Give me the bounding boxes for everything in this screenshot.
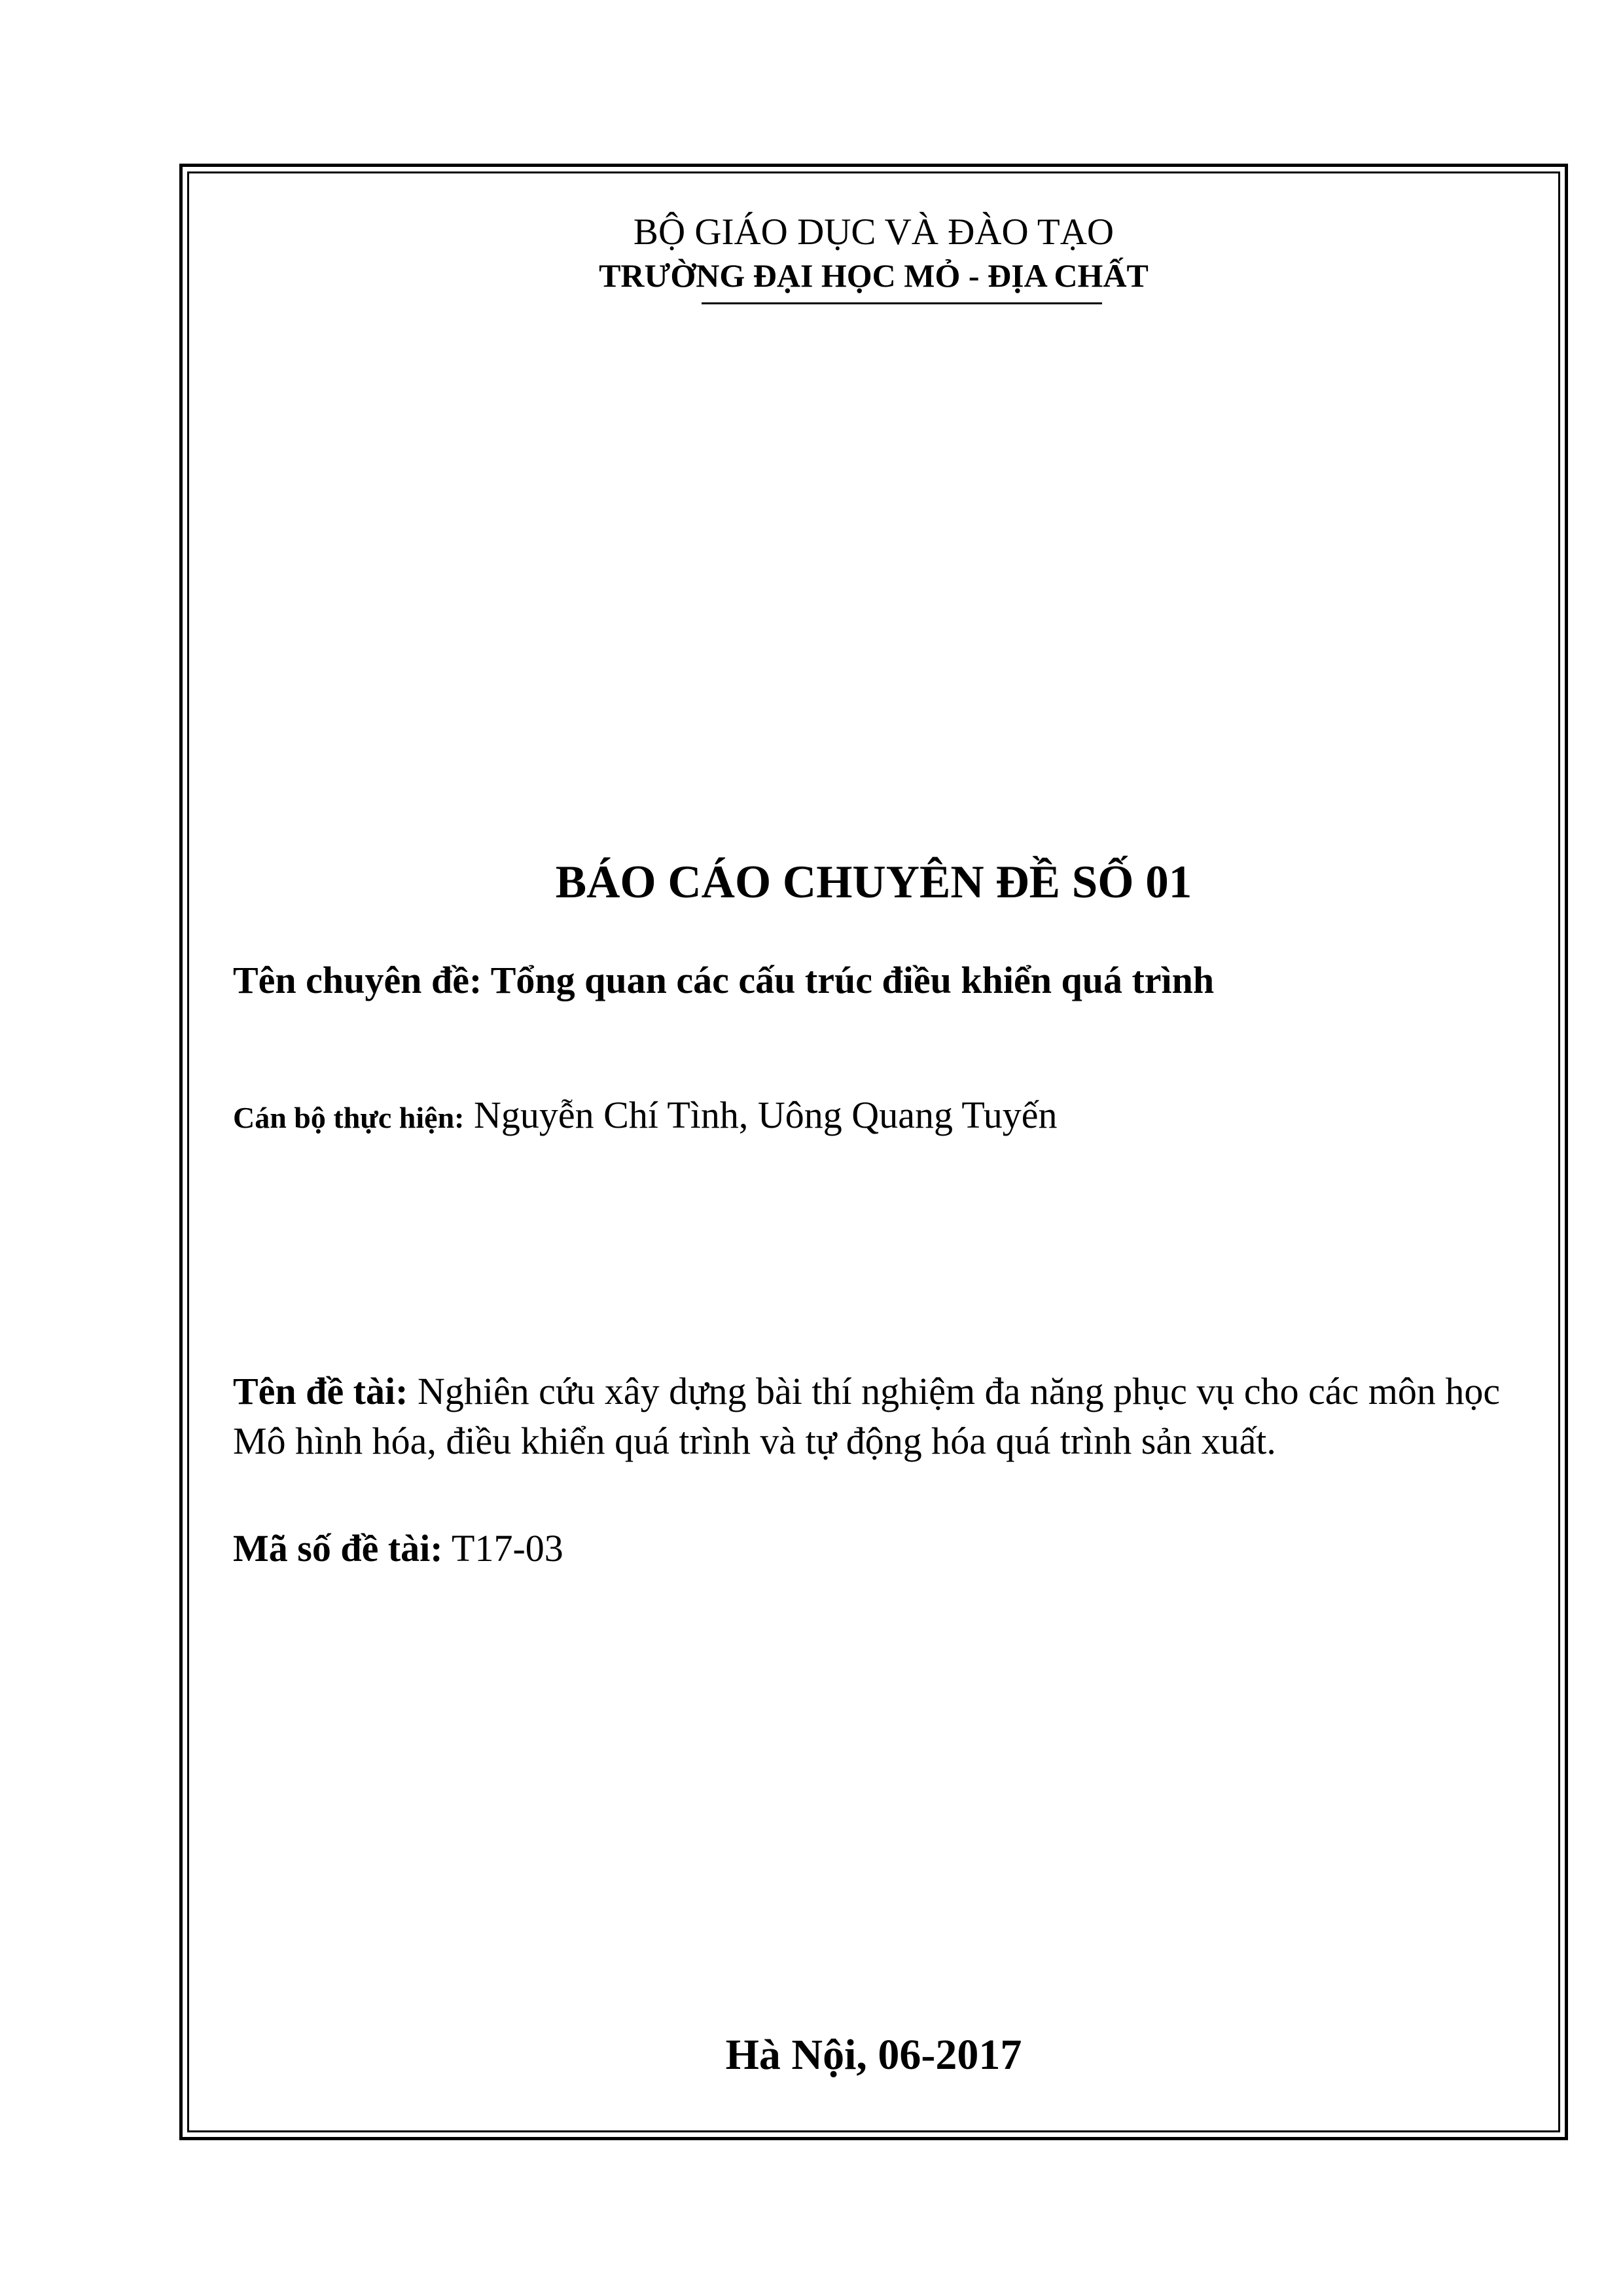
project-code-value: T17-03	[452, 1527, 563, 1570]
project-label: Tên đề tài:	[233, 1370, 408, 1412]
staff-line	[233, 1093, 1058, 1137]
project-code-label: Mã số đề tài:	[233, 1527, 443, 1570]
project-line	[233, 1367, 1535, 1466]
topic-line	[233, 958, 1214, 1002]
university-underline	[702, 302, 1102, 304]
university-name: TRƯỜNG ĐẠI HỌC MỎ - ĐỊA CHẤT	[599, 257, 1149, 294]
place-date: Hà Nội, 06-2017	[725, 2031, 1022, 2079]
page-border-inner	[187, 171, 1560, 2132]
topic-value: Tổng quan các cấu trúc điều khiển quá trình	[490, 959, 1215, 1001]
project-value: Nghiên cứu xây dựng bài thí nghiệm đa năng phục vụ cho các môn học Mô hình hóa, điều khiển quá trình và tự động hóa quá trình sản xuất.	[233, 1370, 1501, 1462]
topic-label: Tên chuyên đề:	[233, 959, 482, 1001]
staff-value: Nguyễn Chí Tình, Uông Quang Tuyến	[474, 1094, 1058, 1136]
report-title: BÁO CÁO CHUYÊN ĐỀ SỐ 01	[555, 857, 1192, 908]
ministry-name: BỘ GIÁO DỤC VÀ ĐÀO TẠO	[633, 211, 1115, 253]
project-code-line	[233, 1526, 563, 1570]
staff-label: Cán bộ thực hiện:	[233, 1101, 465, 1134]
